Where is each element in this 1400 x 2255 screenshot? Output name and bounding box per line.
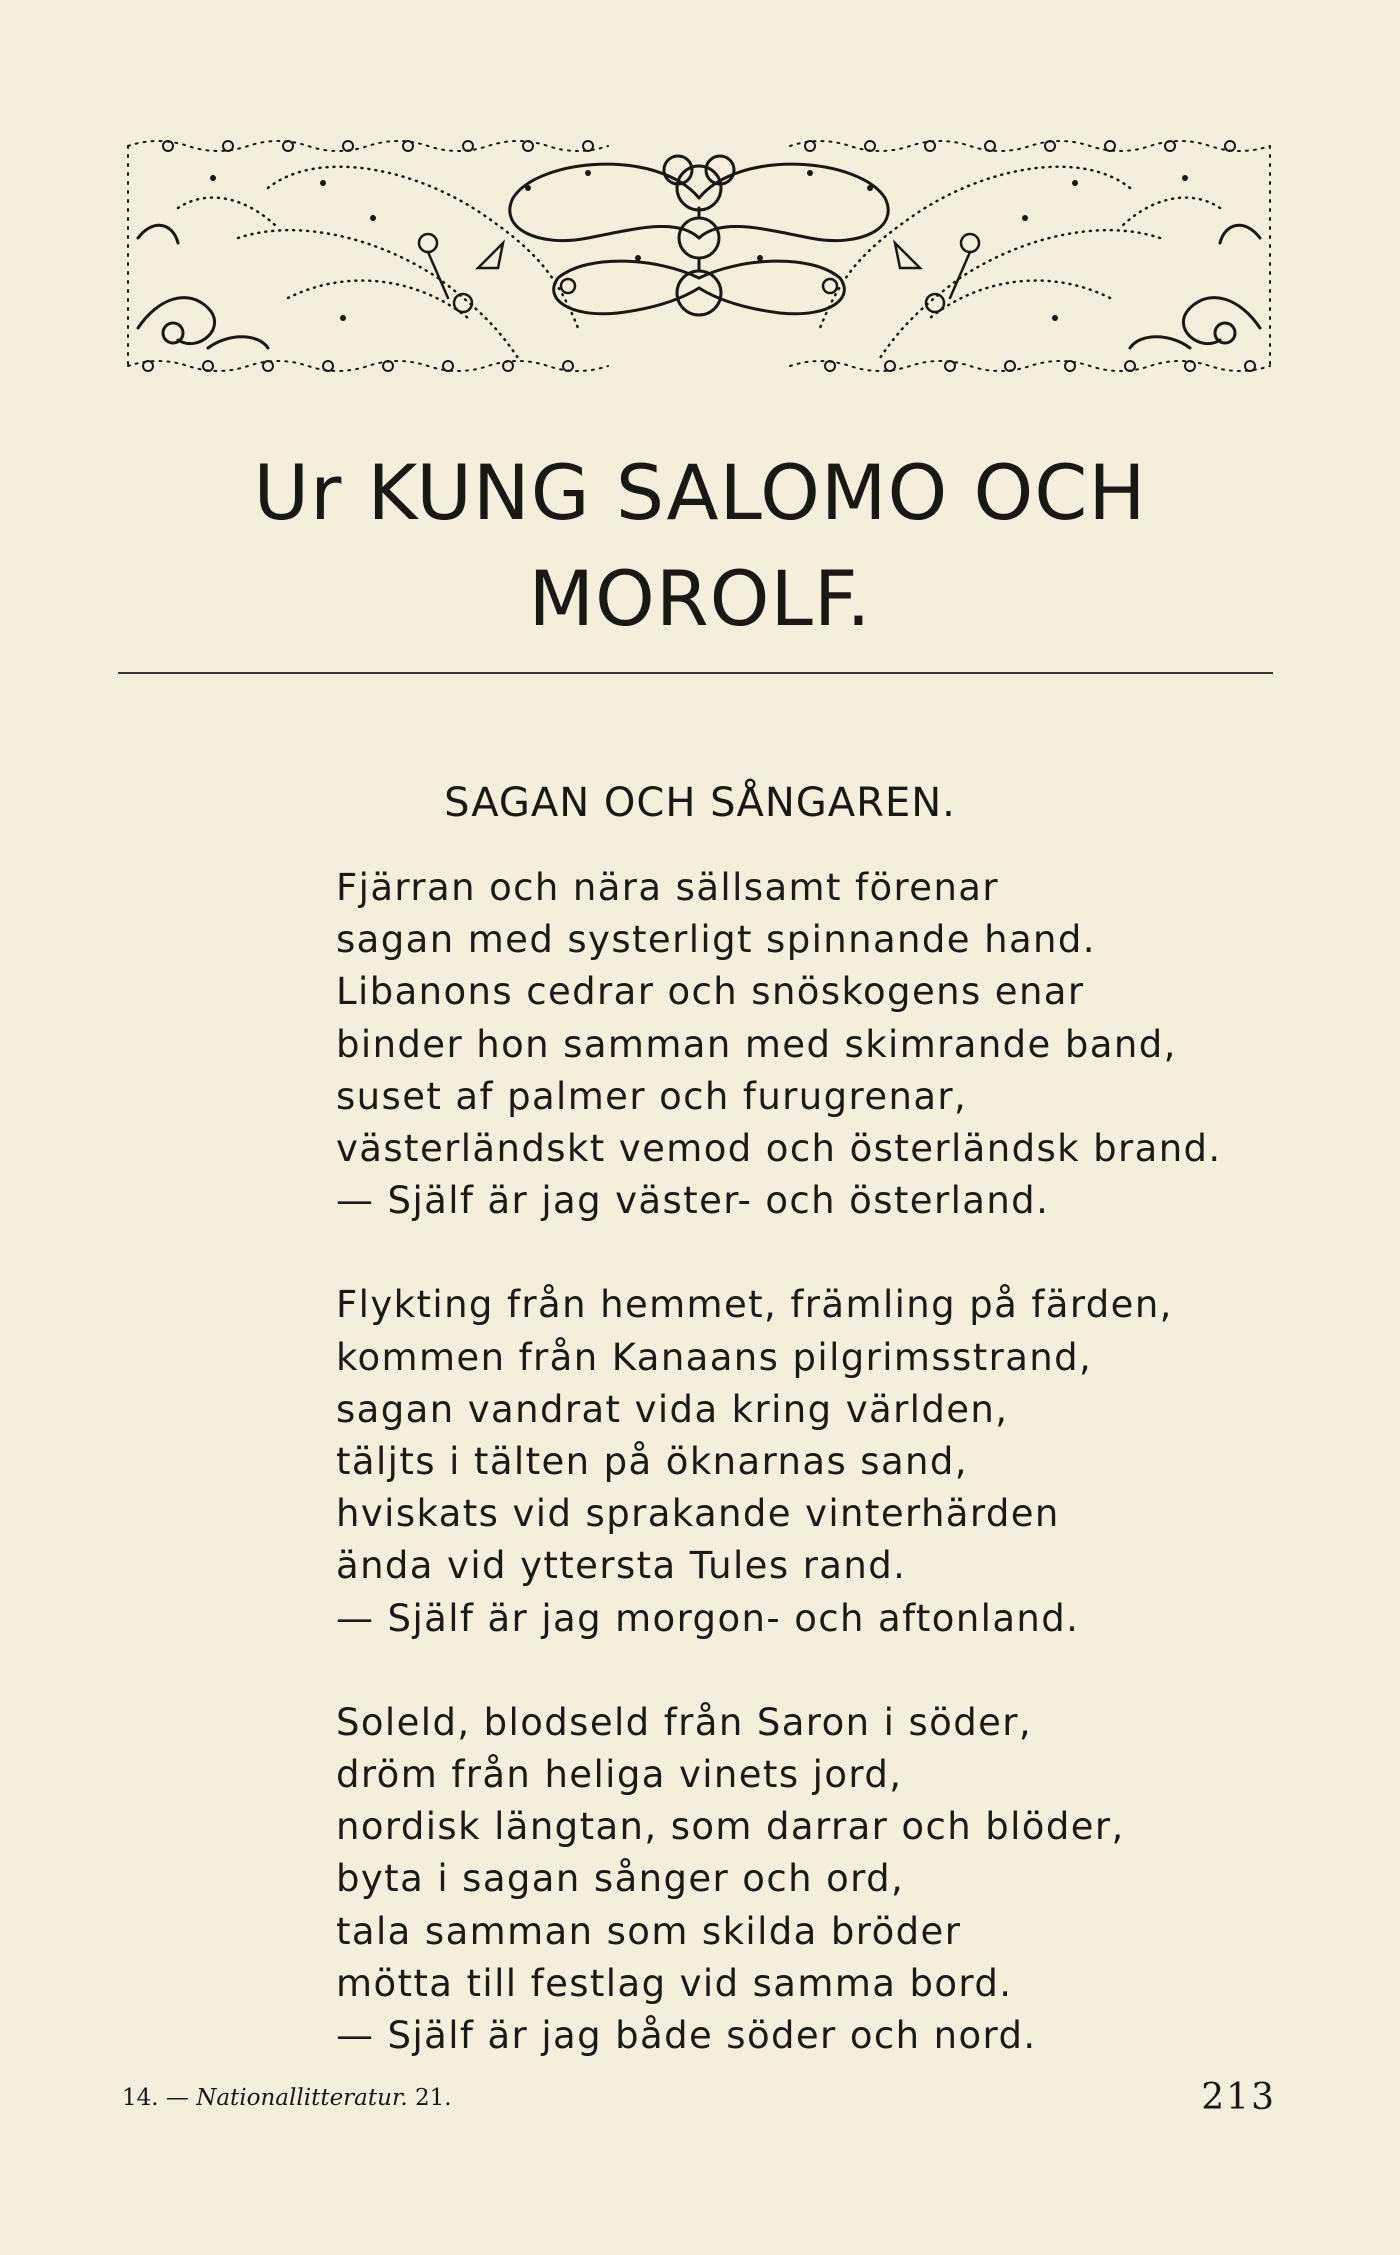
verse-line: binder hon samman med skimrande band, bbox=[336, 1022, 1177, 1066]
verse-refrain: — Själf är jag både söder och nord. bbox=[336, 2014, 1037, 2058]
title-divider bbox=[118, 672, 1273, 674]
verse-line: tala samman som skilda bröder bbox=[336, 1909, 962, 1953]
verse-line: hviskats vid sprakande vinterhärden bbox=[336, 1492, 1060, 1536]
title-line-2: MOROLF. bbox=[528, 554, 872, 643]
volume-number: 21. bbox=[415, 2085, 452, 2111]
verse-line: Soleld, blodseld från Saron i söder, bbox=[336, 1700, 1033, 1744]
verse-line: suset af palmer och furugrenar, bbox=[336, 1074, 968, 1118]
page-title bbox=[160, 440, 1240, 652]
signature-dash: — bbox=[165, 2085, 189, 2111]
stanza-1 bbox=[336, 862, 1236, 1227]
verse-line: byta i sagan sånger och ord, bbox=[336, 1857, 905, 1901]
verse-line: mötta till festlag vid samma bord. bbox=[336, 1961, 1013, 2005]
verse-line: Fjärran och nära sällsamt förenar bbox=[336, 866, 999, 909]
verse-line: dröm från heliga vinets jord, bbox=[336, 1753, 903, 1797]
verse-line: västerländskt vemod och österländsk brand. bbox=[336, 1127, 1222, 1171]
verse-line: Libanons cedrar och snöskogens enar bbox=[336, 970, 1085, 1014]
verse-line: kommen från Kanaans pilgrimsstrand, bbox=[336, 1335, 1093, 1379]
verse-refrain: — Själf är jag väster- och österland. bbox=[336, 1179, 1050, 1223]
title-line-1: Ur KUNG SALOMO OCH bbox=[253, 448, 1147, 537]
series-title: Nationallitteratur. bbox=[196, 2085, 408, 2111]
signature-line bbox=[122, 2080, 452, 2116]
verse-refrain: — Själf är jag morgon- och aftonland. bbox=[336, 1596, 1080, 1640]
verse-line: Flykting från hemmet, främling på färden, bbox=[336, 1283, 1173, 1327]
stanza-3 bbox=[336, 1697, 1236, 2062]
verse-line: ända vid yttersta Tules rand. bbox=[336, 1544, 907, 1588]
verse-line: täljts i tälten på öknarnas sand, bbox=[336, 1440, 968, 1484]
signature-number: 14. bbox=[122, 2085, 159, 2111]
stanza-2 bbox=[336, 1279, 1236, 1644]
section-heading: SAGAN OCH SÅNGAREN. bbox=[444, 780, 956, 826]
poem bbox=[336, 862, 1236, 2114]
verse-line: sagan med systerligt spinnande hand. bbox=[336, 918, 1096, 962]
verse-line: nordisk längtan, som darrar och blöder, bbox=[336, 1805, 1125, 1849]
verse-line: sagan vandrat vida kring världen, bbox=[336, 1387, 1009, 1431]
page-number: 213 bbox=[1201, 2077, 1276, 2118]
floral-header-ornament-icon bbox=[118, 128, 1280, 378]
